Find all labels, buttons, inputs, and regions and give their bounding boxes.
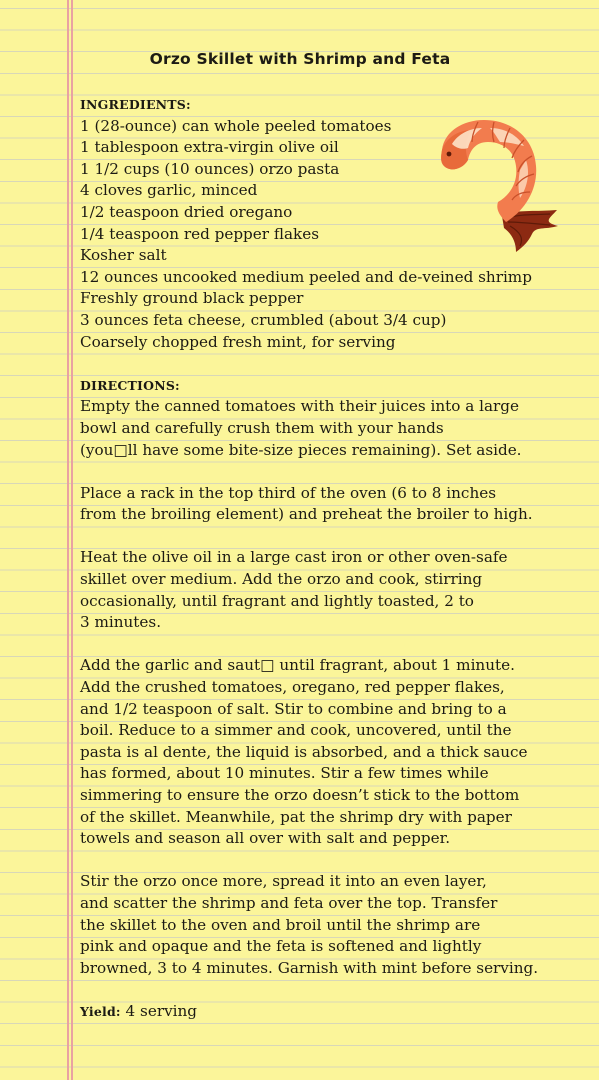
direction-line: skillet over medium. Add the orzo and cook, stirring <box>80 570 483 589</box>
direction-step-4 <box>80 655 592 849</box>
direction-line: towels and season all over with salt and pepper. <box>80 829 451 848</box>
directions-heading: DIRECTIONS: <box>80 377 180 393</box>
direction-line: and scatter the shrimp and feta over the top. Transfer <box>80 893 498 912</box>
direction-line: of the skillet. Meanwhile, pat the shrimp dry with paper <box>80 807 512 826</box>
direction-line: bowl and carefully crush them with your hands <box>80 418 444 437</box>
direction-line: and 1/2 teaspoon of salt. Stir to combine and bring to a <box>80 699 507 718</box>
ingredient-item: 4 cloves garlic, minced <box>80 181 258 200</box>
ingredient-item: Coarsely chopped fresh mint, for serving <box>80 332 396 351</box>
yield-value: 4 serving <box>125 1001 198 1020</box>
margin-line-right <box>71 0 73 1080</box>
ingredient-item: 3 ounces feta cheese, crumbled (about 3/4 cup) <box>80 310 447 329</box>
yield-line <box>80 1001 592 1023</box>
direction-step-3 <box>80 547 592 633</box>
ingredient-item: 1/2 teaspoon dried oregano <box>80 202 293 221</box>
direction-line: Heat the olive oil in a large cast iron or other oven-safe <box>80 548 508 567</box>
direction-line: (you□ll have some bite-size pieces remaining). Set aside. <box>80 440 522 459</box>
direction-line: Stir the orzo once more, spread it into an even layer, <box>80 872 487 891</box>
ingredient-item: 1 tablespoon extra-virgin olive oil <box>80 138 339 157</box>
direction-line: simmering to ensure the orzo doesn’t stick to the bottom <box>80 786 520 804</box>
direction-line: 3 minutes. <box>80 613 162 632</box>
direction-line: Empty the canned tomatoes with their juices into a large <box>80 397 519 416</box>
direction-step-5 <box>80 871 592 979</box>
ingredients-heading: INGREDIENTS: <box>80 97 191 112</box>
direction-line: Add the garlic and saut□ until fragrant, about 1 minute. <box>80 656 515 675</box>
ingredient-item: 12 ounces uncooked medium peeled and de-veined shrimp <box>80 267 532 286</box>
direction-line: Add the crushed tomatoes, oregano, red pepper flakes, <box>80 678 505 697</box>
recipe-title: Orzo Skillet with Shrimp and Feta <box>149 50 451 68</box>
ingredient-item: 1 1/2 cups (10 ounces) orzo pasta <box>80 159 340 178</box>
ingredient-item: Kosher salt <box>80 246 167 265</box>
directions-section <box>80 375 592 980</box>
direction-line: boil. Reduce to a simmer and cook, uncovered, until the <box>80 721 512 740</box>
yield-label: Yield: <box>80 1003 121 1019</box>
shrimp-icon <box>432 114 564 254</box>
direction-line: occasionally, until fragrant and lightly toasted, 2 to <box>80 591 474 610</box>
direction-line: pasta is al dente, the liquid is absorbed, and a thick sauce <box>80 742 528 761</box>
margin-line-left <box>67 0 69 1080</box>
direction-step-2 <box>80 483 592 526</box>
direction-line: from the broiling element) and preheat the broiler to high. <box>80 505 533 524</box>
direction-line: pink and opaque and the feta is softened and lightly <box>80 937 482 956</box>
ingredient-item: Freshly ground black pepper <box>80 289 304 308</box>
ingredient-item: 1 (28-ounce) can whole peeled tomatoes <box>80 116 392 135</box>
direction-line: the skillet to the oven and broil until the shrimp are <box>80 915 481 934</box>
direction-line: browned, 3 to 4 minutes. Garnish with mint before serving. <box>80 958 539 977</box>
direction-line: has formed, about 10 minutes. Stir a few times while <box>80 764 489 783</box>
ingredient-item: 1/4 teaspoon red pepper flakes <box>80 224 320 243</box>
direction-step-1 <box>80 396 592 461</box>
direction-line: Place a rack in the top third of the oven (6 to 8 inches <box>80 483 497 502</box>
